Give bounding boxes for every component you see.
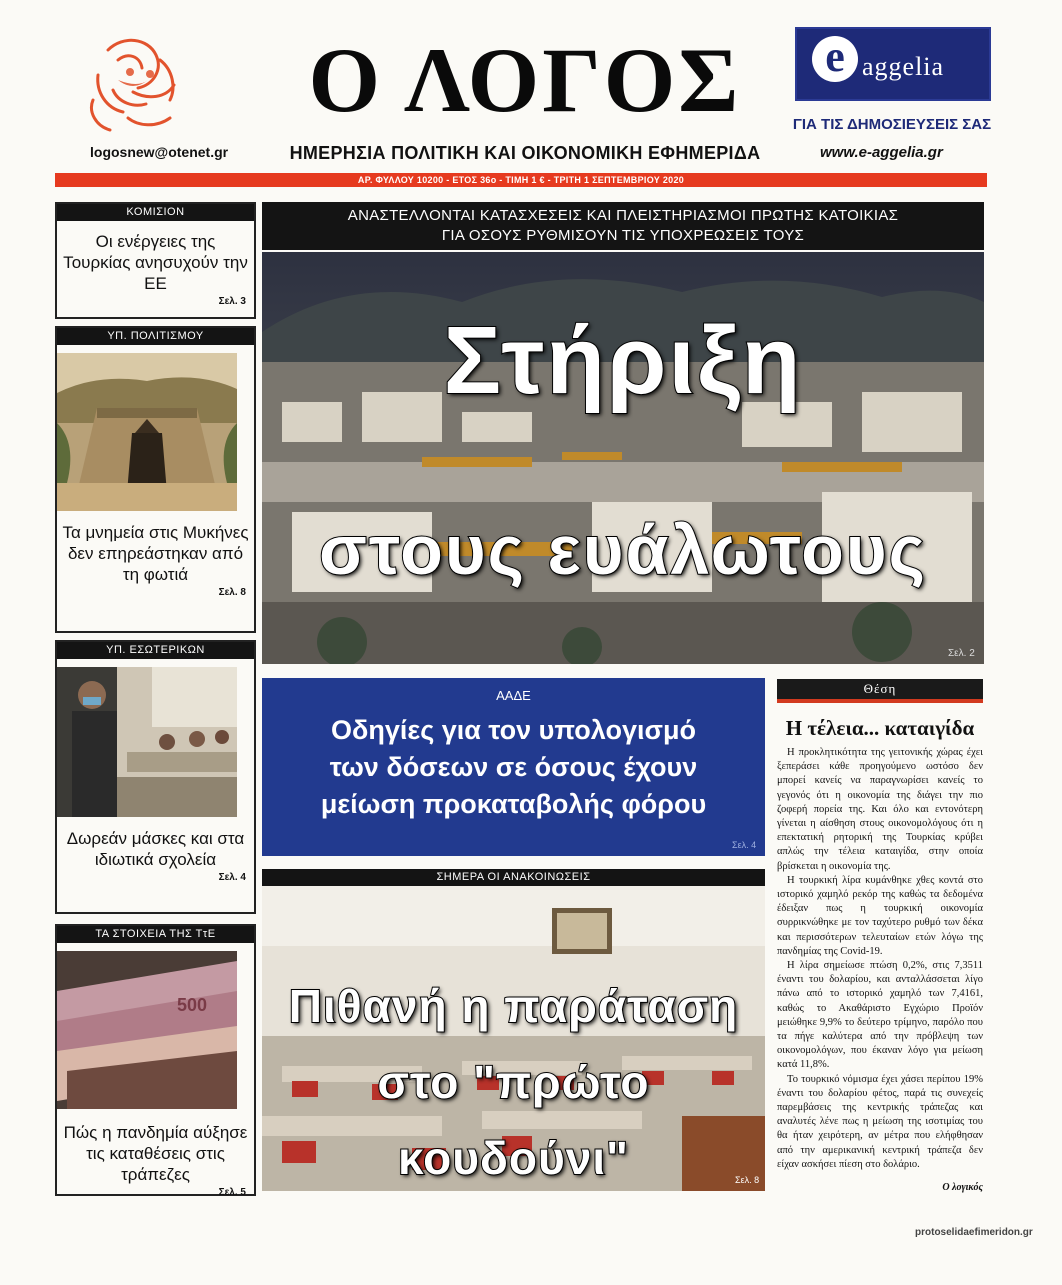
opinion-paragraph: Η τουρκική λίρα κυμάνθηκε χθες κοντά στο ιστορικό χαμηλό ρεκόρ της καθώς τα δεδομένα έδειξαν πως η τουρκική οικονομία συρρικνώθηκε με τον ταχύτερο ρυθμό των δέκα και περισσότερων τελευταίων ετών λόγω της πανδημίας της Covid-19. — [777, 874, 983, 957]
eaggelia-logo-letter: e — [812, 36, 858, 82]
lead-headline-line-2[interactable]: στους ευάλωτους — [319, 511, 927, 589]
aade-headline-line-1: Οδηγίες για τον υπολογισμό — [331, 715, 696, 745]
story-tag: ΥΠ. ΕΣΩΤΕΡΙΚΩΝ — [57, 642, 254, 659]
aade-headline-line-2: των δόσεων σε όσους έχουν — [329, 752, 698, 782]
issue-info: ΑΡ. ΦΥΛΛΟΥ 10200 - ΕΤΟΣ 36ο - ΤΙΜΗ 1 € - ΤΡΙΤΗ 1 ΣΕΠΤΕΜΒΡΙΟΥ 2020 — [357, 175, 685, 185]
opinion-title[interactable]: Η τέλεια... καταιγίδα — [785, 716, 975, 740]
story-page: Σελ. 3 — [218, 296, 246, 307]
opinion-paragraph: Η λίρα σημείωσε πτώση 0,2%, στις 7,3511 έναντι του δολαρίου, και ανταλλάσσεται λίγο πάνω από το ιστορικό χαμηλό των 7,4161, καθώς το Ακαθάριστο Εγχώριο Προϊόν μειώθηκε 9,9% το δεύτερο τρίμηνο, παρόλο που τα πήγε καλύτερα από την πρόβλεψη των οικονομολόγων, που έκαναν λόγο για μείωση κατά 11,8%. — [777, 960, 983, 1071]
story-headline[interactable]: Οι ενέργειες της Τουρκίας ανησυχούν την ΕΕ — [63, 232, 248, 293]
aade-headline[interactable] — [272, 712, 755, 823]
contact-email[interactable]: logosnew@otenet.gr — [90, 144, 229, 160]
lead-banner — [262, 202, 984, 250]
opinion-signature: Ο λογικός — [942, 1182, 983, 1193]
opinion-label: Θέση — [777, 679, 983, 699]
source-site[interactable]: protoselidaefimeridon.gr — [915, 1227, 1033, 1238]
opinion-rule — [777, 699, 983, 703]
story-page: Σελ. 5 — [218, 1187, 246, 1198]
sidebar-story-4[interactable] — [55, 924, 256, 1196]
story-tag: ΥΠ. ΠΟΛΙΤΙΣΜΟΥ — [57, 328, 254, 345]
logo-illustration — [78, 30, 188, 140]
story-headline[interactable]: Δωρεάν μάσκες και στα ιδιωτικά σχολεία — [66, 829, 245, 869]
story-headline[interactable]: Τα μνημεία στις Μυκήνες δεν επηρεάστηκαν από τη φωτιά — [62, 523, 249, 584]
school-headline-line-1: Πιθανή η παράταση — [288, 980, 739, 1032]
ad-tagline: ΓΙΑ ΤΙΣ ΔΗΜΟΣΙΕΥΣΕΙΣ ΣΑΣ — [792, 116, 992, 133]
sidebar-story-2[interactable] — [55, 326, 256, 633]
story-tag: ΤΑ ΣΤΟΙΧΕΙΑ ΤΗΣ ΤτΕ — [57, 926, 254, 943]
aade-page: Σελ. 4 — [732, 840, 757, 850]
school-headline-line-2: στο "πρώτο κουδούνι" — [377, 1056, 650, 1184]
opinion-paragraph: Το τουρκικό νόμισμα έχει χάσει περίπου 19% έναντι του δολαρίου φέτος, παρά τις συνεχείς παρεμβάσεις της κεντρικής τράπεζας και αναλυτές λένε πως η μείωση της ισοτιμίας του θα ήταν χειρότερη, αν μέτρα που ελήφθησαν από την αμερικανική κεντρική τράπεζα δεν είχαν ασκήσει πίεση στο δολάριο. — [777, 1073, 983, 1170]
svg-text:500: 500 — [177, 995, 208, 1015]
story-headline[interactable]: Πώς η πανδημία αύξησε τις καταθέσεις στις τράπεζες — [63, 1123, 248, 1184]
classroom-mask-photo — [57, 667, 237, 817]
opinion-paragraph: Η προκλητικότητα της γειτονικής χώρας έχει ξεπεράσει κάθε προηγούμενο ωστόσο δεν μπορεί κανείς να παραγνωρίσει κανείς το γεγονός ότι η οικονομία της διάγει την πιο ζοφερή πορεία της. Και όλο και εντονότερη γίνεται η αίσθηση στους οικονομολόγους ότι η επεκτατική ρητορική της Τουρκίας κρύβει απλώς την τέλεια καταιγίδα, στην οποία βρίσκεται η οικονομία της. — [777, 747, 983, 872]
newspaper-title: Ο ΛΟΓΟΣ — [308, 29, 742, 131]
lead-banner-line-2: ΓΙΑ ΟΣΟΥΣ ΡΥΘΜΙΣΟΥΝ ΤΙΣ ΥΠΟΧΡΕΩΣΕΙΣ ΤΟΥΣ — [441, 227, 805, 244]
mycenae-photo — [57, 353, 237, 511]
sidebar-story-3[interactable] — [55, 640, 256, 914]
opinion-body — [777, 746, 983, 1172]
ad-url[interactable]: www.e-aggelia.gr — [820, 144, 943, 161]
lead-page: Σελ. 2 — [948, 648, 975, 659]
eaggelia-logo-word: aggelia — [862, 52, 945, 81]
newspaper-subtitle: ΗΜΕΡΗΣΙΑ ΠΟΛΙΤΙΚΗ ΚΑΙ ΟΙΚΟΝΟΜΙΚΗ ΕΦΗΜΕΡΙΔΑ — [289, 143, 761, 163]
aade-kicker: ΑΑΔΕ — [496, 688, 531, 703]
lead-banner-line-1: ΑΝΑΣΤΕΛΛΟΝΤΑΙ ΚΑΤΑΣΧΕΣΕΙΣ ΚΑΙ ΠΛΕΙΣΤΗΡΙΑΣΜΟΙ ΠΡΩΤΗΣ ΚΑΤΟΙΚΙΑΣ — [347, 207, 899, 224]
story-page: Σελ. 4 — [218, 872, 246, 883]
school-page: Σελ. 8 — [735, 1175, 760, 1185]
aade-headline-line-3: μείωση προκαταβολής φόρου — [320, 789, 707, 819]
school-headline[interactable] — [262, 968, 765, 1196]
sidebar-story-1[interactable] — [55, 202, 256, 319]
school-tag: ΣΗΜΕΡΑ ΟΙ ΑΝΑΚΟΙΝΩΣΕΙΣ — [262, 869, 765, 886]
lead-headline-line-1[interactable]: Στήριξη — [443, 307, 803, 414]
banknotes-photo — [57, 951, 237, 1109]
story-page: Σελ. 8 — [218, 587, 246, 598]
story-tag: ΚΟΜΙΣΙΟΝ — [57, 204, 254, 221]
